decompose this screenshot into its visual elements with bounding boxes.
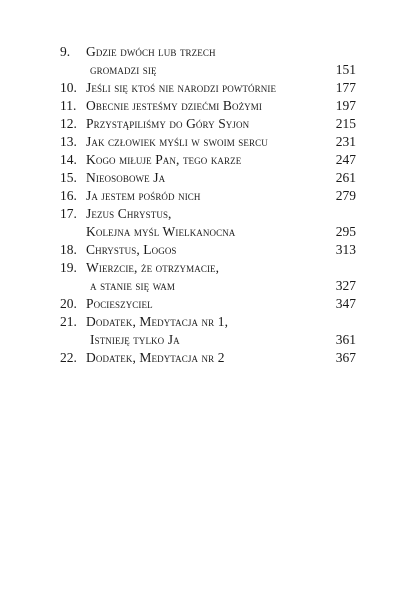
entry-title: Przystąpiliśmy do Góry Syjon [86, 116, 250, 131]
toc-entry-21 [0, 312, 416, 332]
entry-page: 347 [335, 296, 356, 311]
entry-page: 197 [335, 98, 356, 113]
entry-title: Dodatek, Medytacja nr 1, [86, 314, 229, 329]
entry-title-continued: a stanie się wam [90, 278, 175, 293]
entry-title: Nieosobowe Ja [86, 170, 166, 185]
entry-number: 11. [60, 98, 77, 113]
toc-entry-21-cont [0, 330, 416, 350]
entry-page: 327 [335, 278, 356, 293]
entry-page: 313 [335, 242, 356, 257]
entry-title: Chrystus, Logos [86, 242, 177, 257]
entry-number: 9. [60, 44, 71, 59]
entry-title: Dodatek, Medytacja nr 2 [86, 350, 225, 365]
entry-page: 215 [335, 116, 356, 131]
toc-entry-13 [0, 132, 416, 152]
entry-title: Jeśli się ktoś nie narodzi powtórnie [86, 80, 277, 95]
entry-page: 177 [335, 80, 356, 95]
toc-entry-22 [0, 348, 416, 368]
entry-number: 21. [60, 314, 77, 329]
entry-number: 19. [60, 260, 77, 275]
entry-number: 18. [60, 242, 77, 257]
toc-entry-17-cont [0, 222, 416, 242]
entry-page: 279 [335, 188, 356, 203]
entry-number: 10. [60, 80, 77, 95]
entry-title: Pocieszyciel [86, 296, 153, 311]
entry-page: 361 [335, 332, 356, 347]
entry-number: 13. [60, 134, 77, 149]
toc-entry-15 [0, 168, 416, 188]
entry-number: 22. [60, 350, 77, 365]
entry-title: Wierzcie, że otrzymacie, [86, 260, 220, 275]
entry-number: 14. [60, 152, 77, 167]
entry-title: Kogo miłuje Pan, tego karze [86, 152, 242, 167]
entry-title-continued: Istnieję tylko Ja [90, 332, 180, 347]
entry-number: 15. [60, 170, 77, 185]
entry-number: 20. [60, 296, 77, 311]
entry-title: Jak człowiek myśli w swoim sercu [86, 134, 268, 149]
entry-title: Ja jestem pośród nich [86, 188, 201, 203]
toc-entry-16 [0, 186, 416, 206]
toc-entry-19-cont [0, 276, 416, 296]
entry-page: 367 [335, 350, 356, 365]
entry-number: 12. [60, 116, 77, 131]
entry-page: 261 [335, 170, 356, 185]
toc-entry-11 [0, 96, 416, 116]
toc-entry-20 [0, 294, 416, 314]
entry-title: Gdzie dwóch lub trzech [86, 44, 216, 59]
toc-entry-17 [0, 204, 416, 224]
entry-title: Jezus Chrystus, [86, 206, 172, 221]
entry-number: 17. [60, 206, 77, 221]
toc-entry-14 [0, 150, 416, 170]
entry-page: 231 [335, 134, 356, 149]
entry-page: 151 [335, 62, 356, 77]
entry-title: Obecnie jesteśmy dziećmi Bożymi [86, 98, 262, 113]
toc-entry-19 [0, 258, 416, 278]
entry-page: 295 [335, 224, 356, 239]
toc-entry-12 [0, 114, 416, 134]
toc-entry-9 [0, 42, 416, 62]
toc-entry-10 [0, 78, 416, 98]
toc-entry-18 [0, 240, 416, 260]
entry-page: 247 [335, 152, 356, 167]
entry-number: 16. [60, 188, 77, 203]
entry-title-continued: gromadzi się [90, 62, 157, 77]
entry-title-continued: Kolejna myśl Wielkanocna [86, 224, 236, 239]
toc-entry-9-cont [0, 60, 416, 80]
